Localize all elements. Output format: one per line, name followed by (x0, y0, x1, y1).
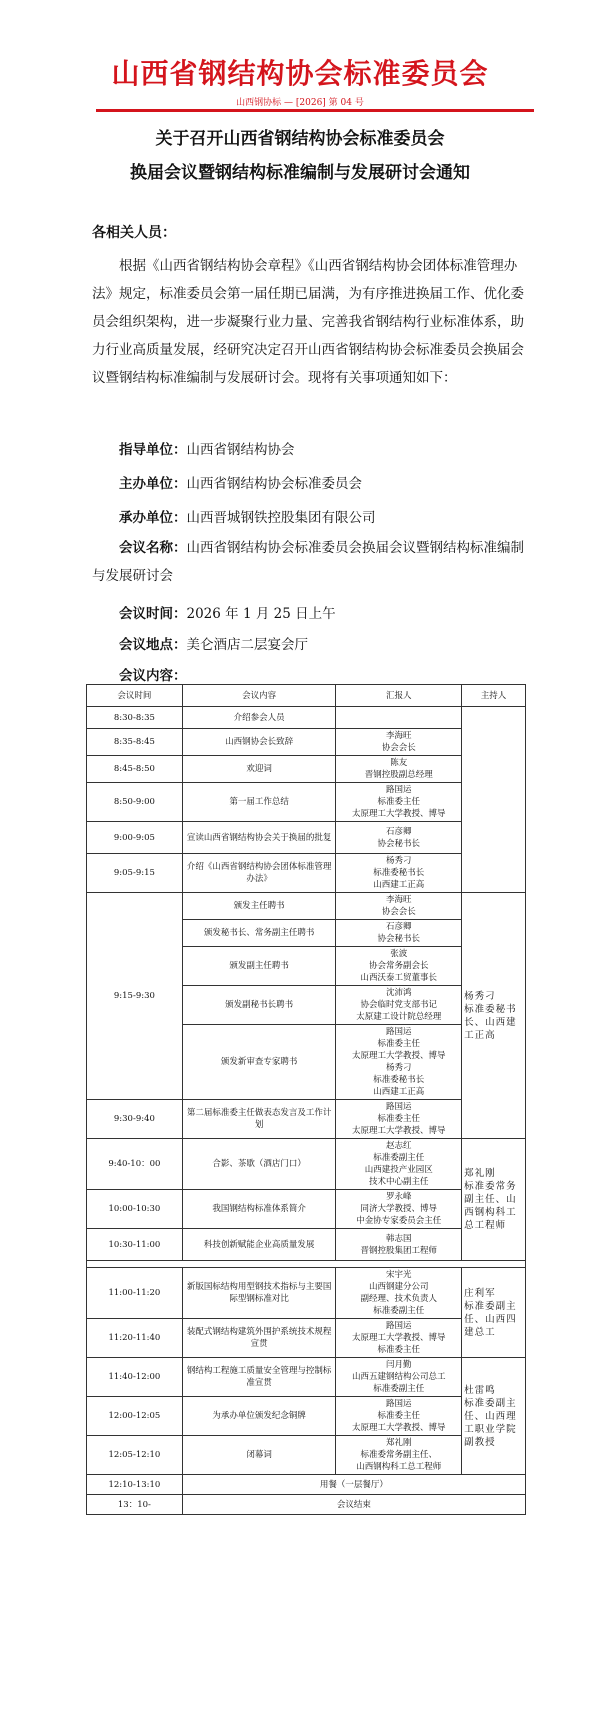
table-row (87, 1229, 526, 1261)
table-row (87, 1397, 526, 1436)
content-cell: 介绍参会人员 (182, 707, 336, 729)
guide-unit (119, 438, 295, 458)
host-cell: 庄利军 标准委副主任、山西四建总工 (462, 1268, 526, 1358)
merged-cell: 用餐（一层餐厅） (182, 1475, 525, 1495)
time-cell: 12:00-12:05 (87, 1397, 183, 1436)
meeting-name-label: 会议名称： (119, 540, 187, 556)
content-cell: 钢结构工程施工质量安全管理与控制标准宣贯 (182, 1358, 336, 1397)
time-cell: 10:00-10:30 (87, 1190, 183, 1229)
host-cell-empty (462, 707, 526, 893)
table-row (87, 893, 526, 920)
speaker-cell: 石彦卿 协会秘书长 (336, 822, 462, 854)
content-cell: 颁发副秘书长聘书 (182, 986, 336, 1025)
speaker-cell: 罗永峰 同济大学教授、博导 中金协专家委员会主任 (336, 1190, 462, 1229)
host-unit (119, 472, 362, 492)
table-row (87, 1139, 526, 1190)
table-header-row (87, 685, 526, 707)
guide-value: 山西省钢结构协会 (186, 442, 295, 458)
table-row (87, 1268, 526, 1319)
time-cell: 12:05-12:10 (87, 1436, 183, 1475)
speaker-cell: 张波 协会常务副会长 山西沃泰工贸董事长 (336, 947, 462, 986)
content-cell: 介绍《山西省钢结构协会团体标准管理办法》 (182, 854, 336, 893)
content-cell: 欢迎词 (182, 756, 336, 783)
content-cell: 我国钢结构标准体系简介 (182, 1190, 336, 1229)
speaker-cell: 路国运 标准委主任 太原理工大学教授、博导 (336, 1397, 462, 1436)
organizer-unit (119, 506, 376, 526)
speaker-cell: 石彦卿 协会秘书长 (336, 920, 462, 947)
table-row (87, 1436, 526, 1475)
time-cell: 8:35-8:45 (87, 729, 183, 756)
host-cell: 杜雷鸣 标准委副主任、山西理工职业学院副教授 (462, 1358, 526, 1475)
content-cell: 科技创新赋能企业高质量发展 (182, 1229, 336, 1261)
organizer-value: 山西晋城钢铁控股集团有限公司 (186, 510, 376, 526)
meeting-place (119, 633, 308, 653)
schedule-table (86, 684, 526, 1515)
content-cell: 颁发秘书长、常务副主任聘书 (182, 920, 336, 947)
organizer-label: 承办单位： (119, 510, 187, 526)
guide-label: 指导单位： (119, 442, 187, 458)
speaker-cell: 路国运 标准委主任 太原理工大学教授、博导 (336, 1100, 462, 1139)
content-cell: 山西钢协会长致辞 (182, 729, 336, 756)
speaker-cell: 李海旺 协会会长 (336, 729, 462, 756)
content-cell: 第一届工作总结 (182, 783, 336, 822)
table-row (87, 729, 526, 756)
table-row (87, 1475, 526, 1495)
speaker-cell: 路国运 标准委主任 太原理工大学教授、博导 (336, 783, 462, 822)
content-cell: 颁发主任聘书 (182, 893, 336, 920)
speaker-cell: 李海旺 协会会长 (336, 893, 462, 920)
content-cell: 第二届标准委主任做表态发言及工作计划 (182, 1100, 336, 1139)
meeting-time (119, 602, 336, 622)
meeting-time-label: 会议时间： (119, 606, 187, 622)
table-row (87, 1358, 526, 1397)
notice-title-line1: 关于召开山西省钢结构协会标准委员会 (155, 129, 445, 149)
speaker-cell: 陈友 晋钢控股副总经理 (336, 756, 462, 783)
column-header: 会议时间 (87, 685, 183, 707)
speaker-cell: 宋宇光 山西钢建分公司 副经理、技术负责人 标准委副主任 (336, 1268, 462, 1319)
red-divider (96, 109, 534, 112)
speaker-cell: 路国运 太原理工大学教授、博导 标准委主任 (336, 1319, 462, 1358)
meeting-place-label: 会议地点： (119, 637, 187, 653)
table-row (87, 707, 526, 729)
table-gap (87, 1261, 526, 1268)
time-cell: 9:00-9:05 (87, 822, 183, 854)
document-number: 山西钢协标 — [2026] 第 04 号 (236, 98, 364, 108)
table-row (87, 822, 526, 854)
content-cell: 合影、茶歇（酒店门口） (182, 1139, 336, 1190)
notice-title-line2: 换届会议暨钢结构标准编制与发展研讨会通知 (130, 163, 470, 183)
table-row (87, 1319, 526, 1358)
content-cell: 为承办单位颁发纪念铜牌 (182, 1397, 336, 1436)
host-cell: 郑礼刚 标准委常务副主任、山西钢构科工总工程师 (462, 1139, 526, 1261)
column-header: 汇报人 (336, 685, 462, 707)
table-row (87, 1495, 526, 1515)
org-name: 山西省钢结构协会标准委员会 (111, 57, 489, 90)
time-cell: 9:05-9:15 (87, 854, 183, 893)
meeting-name (92, 534, 524, 590)
meeting-name-value: 山西省钢结构协会标准委员会换届会议暨钢结构标准编制与发展研讨会 (92, 540, 524, 584)
meeting-content-label: 会议内容： (119, 668, 187, 684)
table-row (87, 783, 526, 822)
time-cell: 11:20-11:40 (87, 1319, 183, 1358)
time-cell: 10:30-11:00 (87, 1229, 183, 1261)
time-cell: 8:50-9:00 (87, 783, 183, 822)
time-cell: 12:10-13:10 (87, 1475, 183, 1495)
speaker-cell: 路国运 标准委主任 太原理工大学教授、博导 杨秀刁 标准委秘书长 山西建工正高 (336, 1025, 462, 1100)
speaker-cell: 沈沛鸿 协会临时党支部书记 太原建工设计院总经理 (336, 986, 462, 1025)
time-cell: 13：10- (87, 1495, 183, 1515)
speaker-cell: 韩志国 晋钢控股集团工程师 (336, 1229, 462, 1261)
speaker-cell: 杨秀刁 标准委秘书长 山西建工正高 (336, 854, 462, 893)
table-row (87, 756, 526, 783)
time-cell: 8:30-8:35 (87, 707, 183, 729)
host-label: 主办单位： (119, 476, 187, 492)
column-header: 主持人 (462, 685, 526, 707)
letterhead (0, 0, 600, 118)
speaker-cell: 赵志红 标准委副主任 山西建投产业园区 技术中心副主任 (336, 1139, 462, 1190)
speaker-cell (336, 707, 462, 729)
time-cell: 9:40-10：00 (87, 1139, 183, 1190)
merged-cell: 会议结束 (182, 1495, 525, 1515)
speaker-cell: 闫月勤 山西五建钢结构公司总工 标准委副主任 (336, 1358, 462, 1397)
content-cell: 装配式钢结构建筑外围护系统技术规程宣贯 (182, 1319, 336, 1358)
column-header: 会议内容 (182, 685, 336, 707)
time-cell: 9:30-9:40 (87, 1100, 183, 1139)
content-cell: 闭幕词 (182, 1436, 336, 1475)
time-cell: 11:00-11:20 (87, 1268, 183, 1319)
table-row (87, 1190, 526, 1229)
meeting-place-value: 美仑酒店二层宴会厅 (186, 637, 308, 653)
content-cell: 新版国标结构用型钢技术指标与主要国际型钢标准对比 (182, 1268, 336, 1319)
meeting-time-value: 2026 年 1 月 25 日上午 (186, 606, 336, 622)
host-value: 山西省钢结构协会标准委员会 (186, 476, 362, 492)
host-cell: 杨秀刁 标准委秘书长、山西建工正高 (462, 893, 526, 1139)
time-cell: 9:15-9:30 (87, 893, 183, 1100)
time-cell: 11:40-12:00 (87, 1358, 183, 1397)
salutation: 各相关人员： (92, 225, 176, 241)
table-row (87, 854, 526, 893)
content-cell: 颁发新审查专家聘书 (182, 1025, 336, 1100)
time-cell: 8:45-8:50 (87, 756, 183, 783)
content-cell: 颁发副主任聘书 (182, 947, 336, 986)
table-row (87, 1100, 526, 1139)
speaker-cell: 郑礼刚 标准委常务副主任、 山西钢构科工总工程师 (336, 1436, 462, 1475)
content-cell: 宣读山西省钢结构协会关于换届的批复 (182, 822, 336, 854)
intro-paragraph: 根据《山西省钢结构协会章程》《山西省钢结构协会团体标准管理办法》规定，标准委员会第一届任期已届满，为有序推进换届工作、优化委员会组织架构，进一步凝聚行业力量、完善我省钢结构行业标准体系，助力行业高质量发展，经研究决定召开山西省钢结构协会标准委员会换届会议暨钢结构标准编制与发展研讨会。现将有关事项通知如下： (92, 258, 524, 386)
